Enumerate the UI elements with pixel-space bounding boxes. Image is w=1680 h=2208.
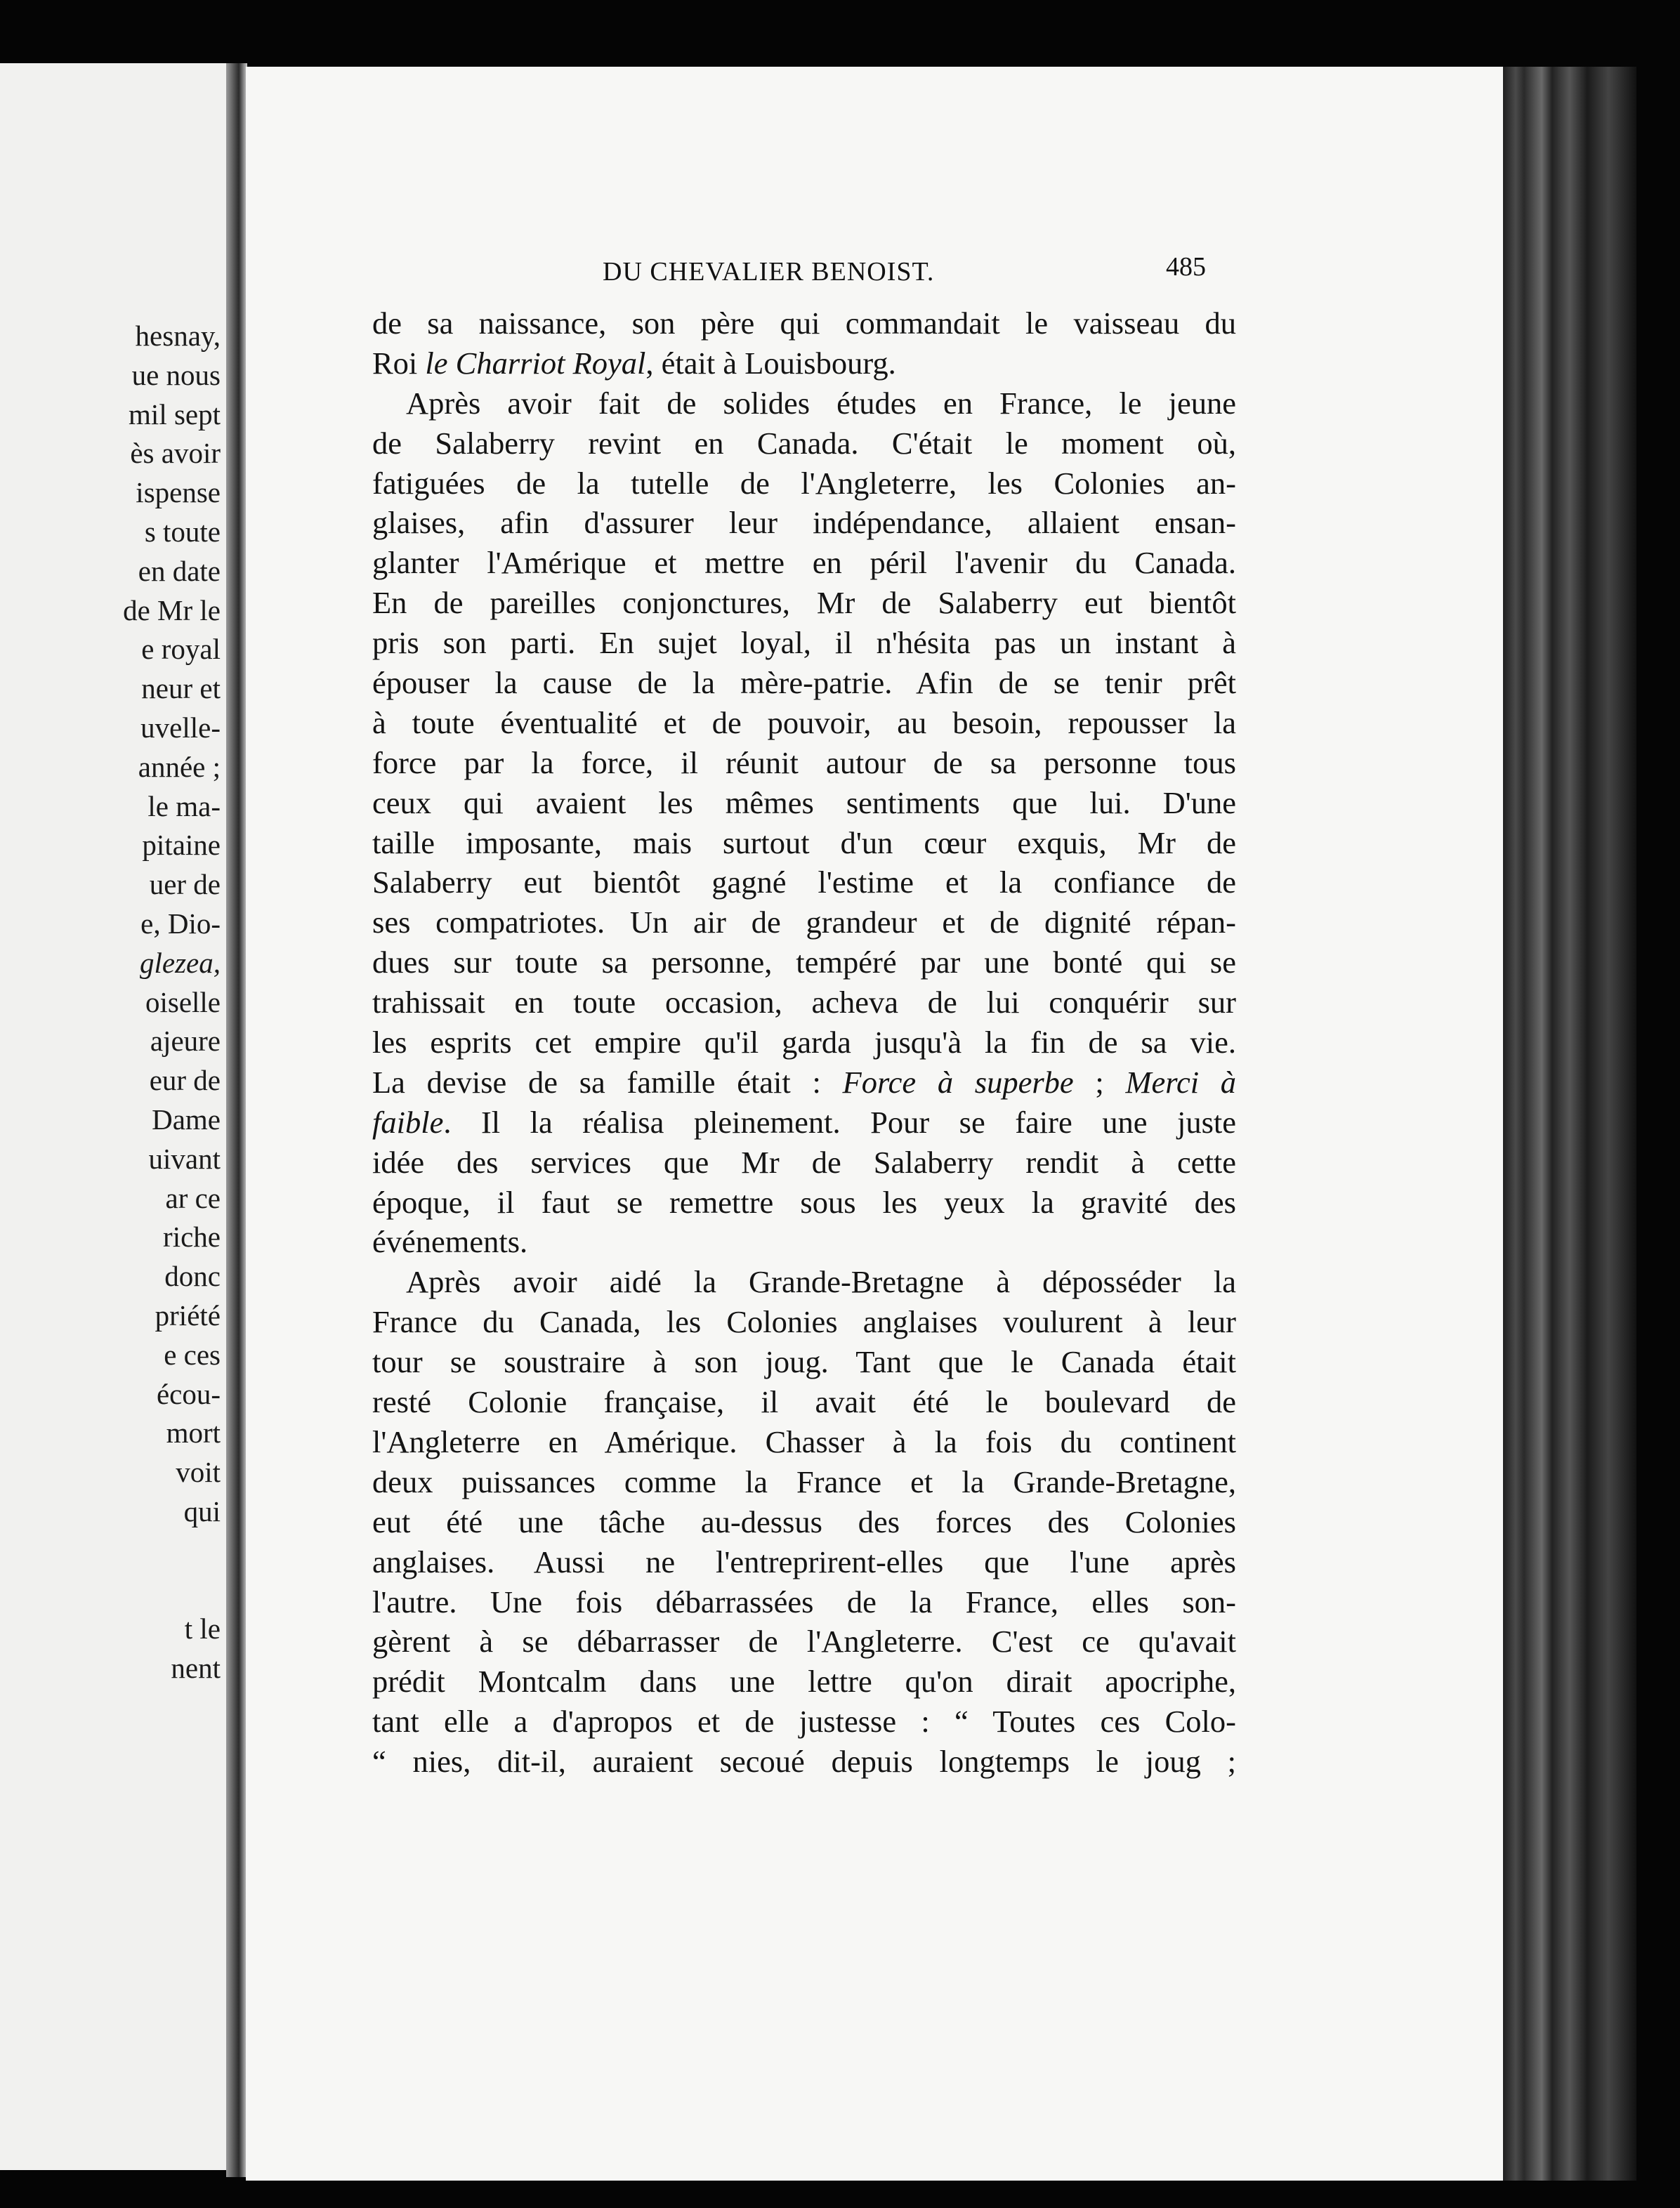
text-span: gèrent à se débarrasser de l'Angleterre. C'est ce qu'avait (372, 1624, 1236, 1660)
text-span: La devise de sa famille était : (372, 1064, 843, 1100)
text-line (372, 703, 1236, 743)
text-span: Après avoir aidé la Grande-Bretagne à déposséder la (406, 1264, 1236, 1300)
text-span: Après avoir fait de solides études en France, le jeune (406, 385, 1236, 421)
left-page-line: e, Dio- (140, 907, 221, 940)
left-page-line: qui (183, 1495, 221, 1527)
left-page-line: ispense (136, 476, 221, 509)
text-span: fatiguées de la tutelle de l'Angleterre, les Colonies an- (372, 465, 1236, 501)
text-span: glanter l'Amérique et mettre en péril l'avenir du Canada. (372, 545, 1236, 581)
left-page-line: e royal (141, 633, 221, 666)
left-page-line: hesnay, (135, 320, 221, 352)
text-line (372, 303, 1236, 343)
text-line (372, 1382, 1236, 1422)
left-page-line: ue nous (131, 358, 221, 391)
text-line (372, 862, 1236, 902)
left-page-line: uvelle- (140, 711, 221, 744)
text-span: Salaberry eut bientôt gagné l'estime et la confiance de (372, 865, 1236, 900)
text-span: événements. (372, 1224, 528, 1260)
page-number: 485 (1166, 252, 1206, 282)
left-page-line: écou- (156, 1377, 221, 1410)
left-page-line: uer de (149, 868, 221, 901)
text-span: de Salaberry revint en Canada. C'était le moment où, (372, 425, 1236, 461)
left-page-line: t le (184, 1612, 221, 1645)
left-page-line: année ; (138, 750, 221, 783)
text-span: resté Colonie française, il avait été le boulevard de (372, 1384, 1236, 1420)
text-line (372, 1462, 1236, 1502)
text-line (372, 1702, 1236, 1742)
book-gutter (226, 63, 247, 2177)
text-line (372, 942, 1236, 983)
text-span: Roi (372, 345, 426, 381)
text-line (372, 1143, 1236, 1183)
left-page-line: s toute (144, 515, 221, 548)
text-line (372, 1023, 1236, 1063)
italic-span: le Charriot Royal (425, 345, 646, 381)
text-span: pris son parti. En sujet loyal, il n'hésita pas un instant à (372, 625, 1236, 661)
text-line (372, 983, 1236, 1023)
text-span: épouser la cause de la mère-patrie. Afin de se tenir prêt (372, 665, 1236, 701)
left-page-line: nent (171, 1652, 221, 1685)
text-line (372, 743, 1236, 783)
body-text (372, 303, 1236, 1782)
text-line (372, 783, 1236, 823)
text-span: trahissait en toute occasion, acheva de lui conquérir sur (372, 985, 1236, 1020)
text-span: les esprits cet empire qu'il garda jusqu'à la fin de sa vie. (372, 1025, 1236, 1060)
text-span: dues sur toute sa personne, tempéré par une bonté qui se (372, 945, 1236, 980)
text-line (372, 1222, 1236, 1262)
left-page-line: voit (176, 1456, 221, 1489)
text-span: tour se soustraire à son joug. Tant que le Canada était (372, 1344, 1236, 1380)
left-page-line: donc (164, 1260, 221, 1293)
text-span: . Il la réalisa pleinement. Pour se faire une juste (443, 1104, 1236, 1140)
text-line (372, 343, 1236, 383)
text-span: taille imposante, mais surtout d'un cœur exquis, Mr de (372, 824, 1236, 860)
text-span: l'Angleterre en Amérique. Chasser à la fois du continent (372, 1424, 1236, 1459)
text-line (372, 423, 1236, 464)
text-line (372, 623, 1236, 663)
left-page-line: ajeure (150, 1025, 221, 1058)
text-line (372, 1742, 1236, 1782)
text-span: En de pareilles conjonctures, Mr de Salaberry eut bientôt (372, 585, 1236, 621)
text-line (372, 1502, 1236, 1542)
left-page-line: glezea, (140, 946, 221, 979)
italic-span: Force à superbe (842, 1064, 1074, 1100)
text-span: de sa naissance, son père qui commandait le vaisseau du (372, 305, 1236, 341)
page-edges (1503, 67, 1636, 2181)
text-line (372, 663, 1236, 703)
text-span: ses compatriotes. Un air de grandeur et de dignité répan- (372, 905, 1236, 940)
left-page-line: neur et (141, 672, 221, 705)
left-page-line: le ma- (147, 789, 221, 822)
text-span: anglaises. Aussi ne l'entreprirent-elles que l'une après (372, 1544, 1236, 1579)
text-line (372, 583, 1236, 623)
text-line (372, 464, 1236, 504)
text-line (372, 1662, 1236, 1702)
text-span: à toute éventualité et de pouvoir, au besoin, repousser la (372, 704, 1236, 740)
text-span: eut été une tâche au-dessus des forces des Colonies (372, 1504, 1236, 1539)
text-line (372, 1103, 1236, 1143)
text-span: deux puissances comme la France et la Grande-Bretagne, (372, 1464, 1236, 1499)
text-line (372, 383, 1236, 423)
text-span: tant elle a d'apropos et de justesse : “ Toutes ces Colo- (372, 1704, 1236, 1740)
left-page-line: Dame (152, 1103, 221, 1136)
text-span: France du Canada, les Colonies anglaises voulurent à leur (372, 1304, 1236, 1340)
text-span: l'autre. Une fois débarrassées de la France, elles son- (372, 1584, 1236, 1619)
left-page-line: eur de (149, 1064, 221, 1097)
left-page-line: oiselle (145, 985, 221, 1018)
text-span: ; (1073, 1064, 1126, 1100)
text-span: ceux qui avaient les mêmes sentiments que lui. D'une (372, 784, 1236, 820)
left-page-line: uivant (148, 1142, 221, 1175)
text-line (372, 1183, 1236, 1223)
left-page-line: de Mr le (123, 593, 221, 626)
text-span: époque, il faut se remettre sous les yeux la gravité des (372, 1184, 1236, 1220)
text-line (372, 1542, 1236, 1582)
left-page-fragment (0, 63, 226, 2170)
text-line (372, 1622, 1236, 1662)
text-span: force par la force, il réunit autour de sa personne tous (372, 744, 1236, 780)
text-line (372, 1422, 1236, 1462)
italic-span: Merci à (1125, 1064, 1236, 1100)
left-page-line: ar ce (165, 1181, 221, 1214)
text-line (372, 1582, 1236, 1622)
italic-span: faible (372, 1104, 444, 1140)
left-page-line: en date (138, 554, 221, 587)
running-head: DU CHEVALIER BENOIST. (603, 257, 935, 287)
text-line (372, 1342, 1236, 1382)
left-page-line: e ces (164, 1338, 221, 1371)
text-line (372, 503, 1236, 543)
text-span: glaises, afin d'assurer leur indépendance, allaient ensan- (372, 505, 1236, 541)
text-line (372, 1302, 1236, 1342)
text-span: , était à Louisbourg. (645, 345, 896, 381)
left-page-line: priété (155, 1299, 221, 1332)
text-line (372, 823, 1236, 863)
left-page-line: mort (166, 1417, 221, 1450)
text-span: prédit Montcalm dans une lettre qu'on dirait apocriphe, (372, 1664, 1236, 1700)
text-line (372, 1262, 1236, 1302)
left-page-line: ès avoir (130, 437, 221, 470)
left-page-line: riche (163, 1221, 221, 1254)
left-page-line: pitaine (142, 829, 221, 862)
text-line (372, 543, 1236, 583)
text-span: idée des services que Mr de Salaberry rendit à cette (372, 1144, 1236, 1180)
left-page-line: mil sept (129, 397, 221, 431)
text-line (372, 902, 1236, 942)
text-line (372, 1063, 1236, 1103)
text-span: “ nies, dit-il, auraient secoué depuis longtemps le joug ; (372, 1744, 1236, 1780)
